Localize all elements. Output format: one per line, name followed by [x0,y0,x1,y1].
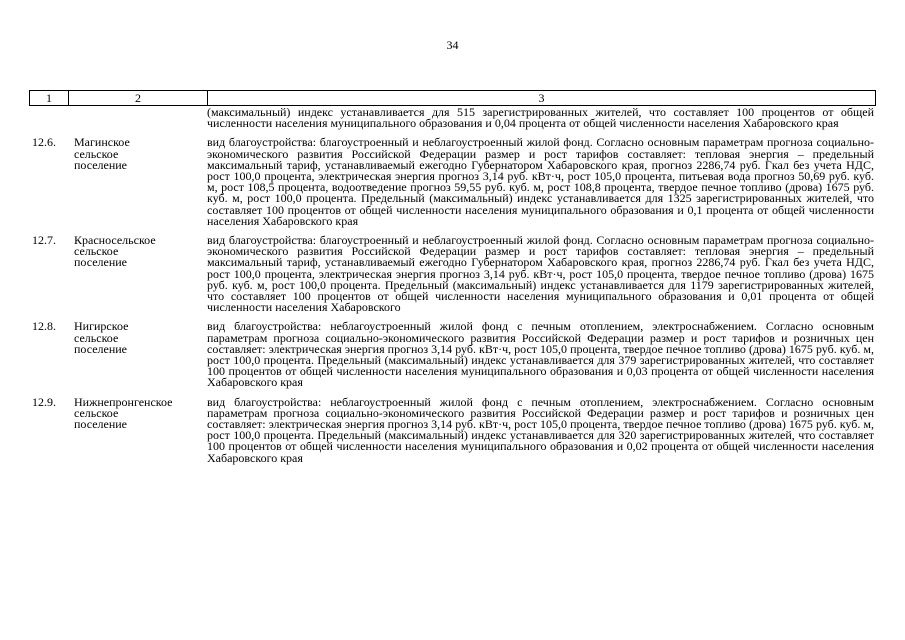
row-text [207,321,876,388]
row-number: 12.6. [32,135,56,150]
row-number: 12.9. [32,394,56,409]
table-row [29,137,876,227]
row-number: 12.8. [32,319,56,334]
header-col-2: 2 [69,91,208,105]
table-body [29,107,876,464]
row-text [207,107,876,129]
row-text-content: вид благоустройства: благоустроенный и неблагоустроенный жилой фонд. Согласно основным параметрам прогноза социально-экономического развития Российской Федерации размер и рост тарифов составляет: тепловая энергия – предельный максимальный тариф, устанавливаемый ежегодно Губернатором Хабаровского края, прогноз 2286,74 руб. Гкал без учета НДС, рост 100,0 процента, электрическая энергия прогноз 3,14 руб. кВт·ч, рост 105,0 процента, питьевая вода прогноз 50,69 руб. куб. м, рост 108,5 процента, водоотведение прогноз 59,55 руб. куб. м, рост 108,8 процента, твердое печное топливо (дрова) 1675 руб. куб. м, рост 100,0 процента. Предельный (максимальный) индекс устанавливается для 1325 зарегистрированных жителей, что составляет 100 процентов от общей численности населения муниципального образования и 0,1 процента от общей численности населения Хабаровского края [207,135,874,228]
table-row [29,235,876,313]
header-col-3: 3 [538,91,545,105]
row-name: Нигирское сельское поселение [74,319,129,356]
row-name: Красносельское сельское поселение [74,233,156,270]
table-row-continuation [29,107,876,129]
row-text [207,235,876,313]
row-number [29,107,68,129]
table-row [29,394,876,465]
row-text [207,137,876,227]
row-name: Нижнепронгенское сельское поселение [74,394,173,432]
row-text-content: вид благоустройства: неблагоустроенный жилой фонд с печным отоплением, электроснабжением. Согласно основным параметрам прогноза социально-экономического развития Российской Федерации размер и рост тарифов и розничных цен составляет: электрическая энергия прогноз 3,14 руб. кВт·ч, рост 105,0 процента, твердое печное топливо (дрова) 1675 руб. куб. м, рост 100,0 процента. Предельный (максимальный) индекс устанавливается для 320 зарегистрированных жителей, что составляет 100 процентов от общей численности населения муниципального образования и 0,02 процента от общей численности населения Хабаровского края [207,394,874,465]
row-name: Магинское сельское поселение [74,135,130,172]
row-number: 12.7. [32,233,56,248]
row-text-content: (максимальный) индекс устанавливается для 515 зарегистрированных жителей, что составляет 100 процентов от общей численности населения муниципального образования и 0,04 процента от общей численности населения Хабаровского края [207,105,874,131]
page-number: 34 [446,38,459,52]
header-col-1: 1 [30,91,69,105]
table-row [29,321,876,388]
row-text [207,394,876,465]
table-header-row [29,90,876,106]
row-name [68,107,207,129]
row-text-content: вид благоустройства: неблагоустроенный жилой фонд с печным отоплением, электроснабжением. Согласно основным параметрам прогноза социально-экономического развития Российской Федерации размер и рост тарифов и розничных цен составляет: электрическая энергия прогноз 3,14 руб. кВт·ч, рост 105,0 процента, твердое печное топливо (дрова) 1675 руб. куб. м, рост 100,0 процента. Предельный (максимальный) индекс устанавливается для 379 зарегистрированных жителей, что составляет 100 процентов от общей численности населения муниципального образования и 0,03 процента от общей численности населения Хабаровского края [207,319,874,390]
row-text-content: вид благоустройства: благоустроенный и неблагоустроенный жилой фонд. Согласно основным параметрам прогноза социально-экономического развития Российской Федерации размер и рост тарифов составляет: тепловая энергия – предельный максимальный тариф, устанавливаемый ежегодно Губернатором Хабаровского края, прогноз 2286,74 руб. Гкал без учета НДС, рост 100,0 процента, электрическая энергия прогноз 3,14 руб. кВт·ч, рост 105,0 процента, твердое печное топливо (дрова) 1675 руб. куб. м, рост 100,0 процента. Предельный (максимальный) индекс устанавливается для 1179 зарегистрированных жителей, что составляет 100 процентов от общей численности населения муниципального образования и 0,01 процента от общей численности населения Хабаровского [207,233,874,315]
